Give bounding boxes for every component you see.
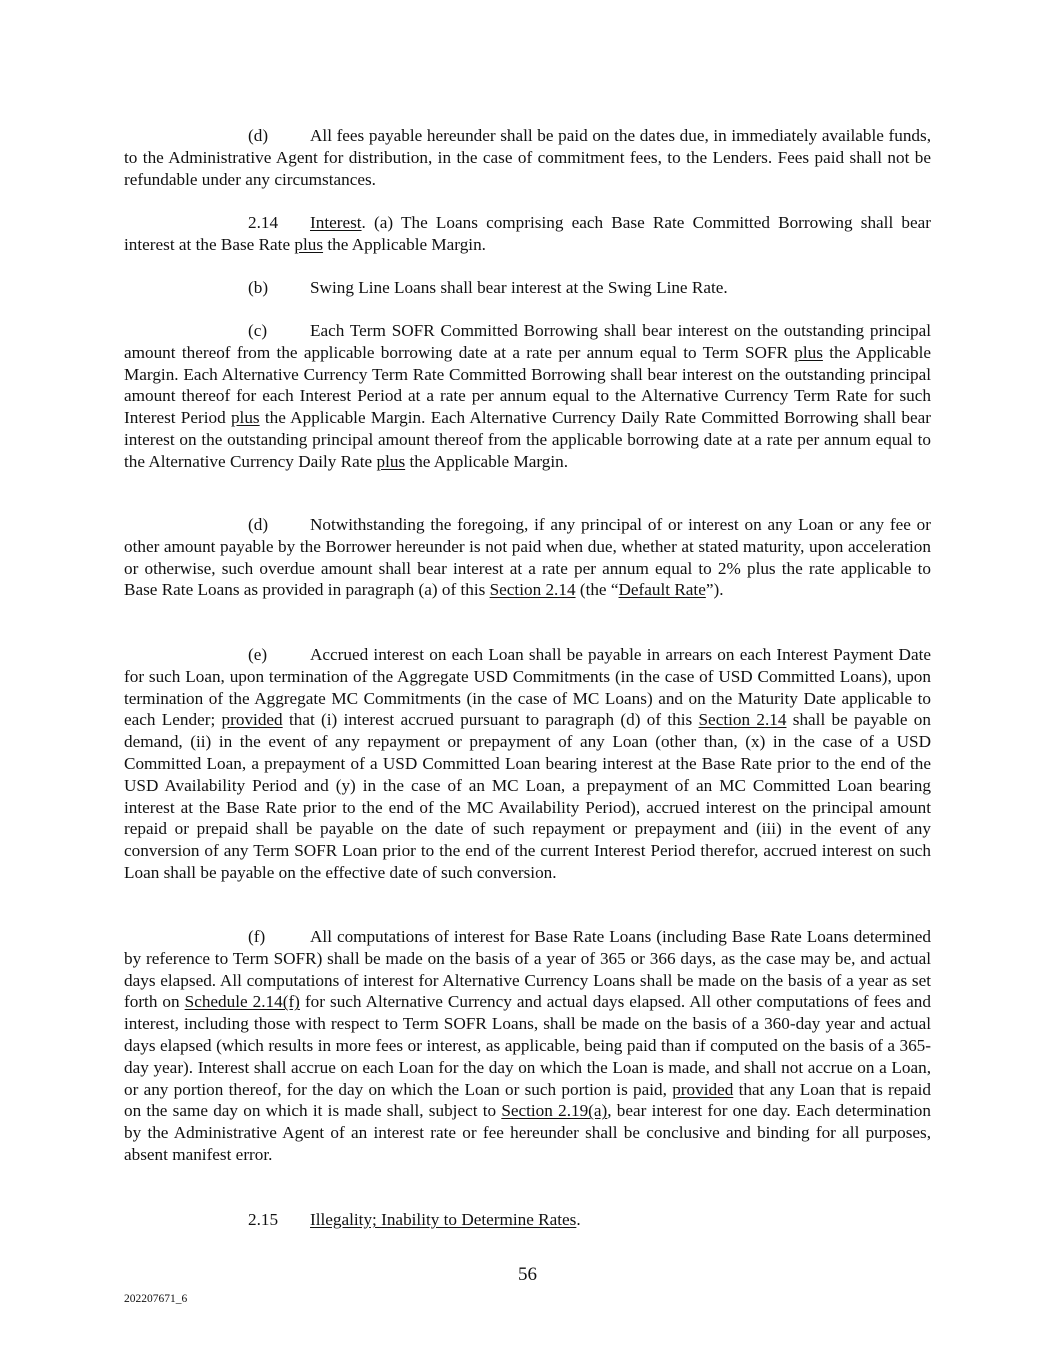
section-number: 2.14 bbox=[248, 213, 279, 232]
page-number: 56 bbox=[518, 1264, 537, 1285]
clause-text: the Applicable Margin. Each Alternative Currency Term Rate Committed Borrowing shall bear interest on the outstanding principal amount thereof for each Interest Period at a rate per annum equal to the Alternative Currency Term Rate for such Interest Period bbox=[124, 342, 931, 428]
paragraph-fees-d bbox=[124, 125, 931, 190]
clause-text: Notwithstanding the foregoing, if any principal of or interest on any Loan or any fee or other amount payable by the Borrower hereunder is not paid when due, whether at stated maturity, upon acceleration or otherwise, such overdue amount shall bear interest at a rate per annum equal to 2% plus the rate applicable to Base Rate Loans as provided in paragraph (a) of this bbox=[124, 515, 931, 600]
clause-text: the Applicable Margin. Each Alternative Currency Daily Rate Committed Borrowing shall bear interest on the outstanding principal amount thereof from the applicable borrowing date at a rate per annum equal to the Alternative Currency Daily Rate bbox=[124, 408, 932, 471]
clause-number: (f) bbox=[248, 927, 266, 946]
clause-text: Each Term SOFR Committed Borrowing shall bear interest on the outstanding principal amount thereof from the applicable borrowing date at a rate per annum equal to Term SOFR bbox=[124, 321, 931, 362]
paragraph-f bbox=[124, 926, 931, 1166]
schedule-reference: Schedule 2.14(f) bbox=[184, 992, 300, 1012]
clause-text: Swing Line Loans shall bear interest at the Swing Line Rate. bbox=[310, 278, 728, 297]
clause-text: , bear interest for one day. Each determination by the Administrative Agent of an interest rate or fee hereunder shall be conclusive and binding for all purposes, absent manifest error. bbox=[124, 1101, 931, 1164]
clause-text: (the “ bbox=[575, 580, 619, 600]
clause-text: the Applicable Margin. bbox=[323, 234, 486, 254]
paragraph-b bbox=[124, 277, 931, 299]
clause-text: All fees payable hereunder shall be paid on the dates due, in immediately available funds, to the Administrative Agent for distribution, in the case of commitment fees, to the Lenders. Fees paid shall not be refundable under any circumstances. bbox=[124, 126, 931, 189]
clause-text: All computations of interest for Base Rate Loans (including Base Rate Loans determined by reference to Term SOFR) shall be made on the basis of a year of 365 or 366 days, as the case may be, and actual days elapsed. All computations of interest for Alternative Currency Loans shall be made on the basis of a year as set forth on bbox=[124, 927, 931, 1012]
clause-text: that (i) interest accrued pursuant to paragraph (d) of this bbox=[282, 710, 699, 730]
clause-number: (c) bbox=[248, 321, 268, 340]
clause-text: that any Loan that is repaid on the same day on which it is made shall, subject to bbox=[124, 1079, 931, 1121]
clause-text: ”). bbox=[705, 580, 724, 600]
emphasis-plus: plus bbox=[294, 234, 324, 254]
paragraph-d-default-rate bbox=[124, 514, 931, 601]
emphasis-plus: plus bbox=[794, 342, 823, 362]
clause-text: shall be payable on demand, (ii) in the event of any repayment or prepayment of any Loan (other than, (x) in the case of a USD Committed Loan, a prepayment of a USD Committed Loan bearing interest at the Base Rate prior to the end of the USD Availability Period and (y) in the case of an MC Loan, a prepayment of an MC Committed Loan bearing interest at the Base Rate prior to the end of the MC Availability Period), accrued interest on the principal amount repaid or prepaid shall be payable on the date of such repayment or prepayment and (iii) in the event of any conversion of any Term SOFR Loan prior to the end of the current Interest Period therefor, accrued interest on such Loan shall be payable on the effective date of such conversion. bbox=[124, 710, 931, 882]
section-number: 2.15 bbox=[248, 1210, 279, 1229]
paragraph-e bbox=[124, 644, 931, 884]
clause-text: . (a) The Loans comprising each Base Rate Committed Borrowing shall bear interest at the Base Rate bbox=[124, 213, 931, 254]
clause-number: (e) bbox=[248, 645, 268, 664]
defined-term: Default Rate bbox=[618, 580, 706, 600]
section-2-14 bbox=[124, 212, 931, 256]
emphasis-plus: plus bbox=[376, 451, 406, 471]
document-id: 202207671_6 bbox=[124, 1293, 188, 1305]
section-heading: Interest bbox=[310, 213, 362, 232]
section-2-15 bbox=[124, 1209, 931, 1231]
clause-number: (d) bbox=[248, 515, 269, 534]
emphasis-plus: plus bbox=[230, 408, 260, 428]
paragraph-c bbox=[124, 320, 931, 473]
section-reference: Section 2.14 bbox=[698, 710, 787, 730]
clause-number: (d) bbox=[248, 126, 269, 145]
section-reference: Section 2.19(a) bbox=[501, 1101, 608, 1121]
section-heading: Illegality; Inability to Determine Rates bbox=[310, 1210, 577, 1229]
clause-text: . bbox=[576, 1210, 581, 1229]
clause-number: (b) bbox=[248, 278, 269, 297]
emphasis-provided: provided bbox=[221, 710, 283, 730]
emphasis-provided: provided bbox=[672, 1079, 734, 1099]
clause-text: Accrued interest on each Loan shall be payable in arrears on each Interest Payment Date for such Loan, upon termination of the Aggregate USD Commitments (in the case of USD Committed Loans), upon termination of the Aggregate MC Commitments (in the case of MC Loans) and on the Maturity Date applicable to each Lender; bbox=[124, 645, 931, 730]
section-reference: Section 2.14 bbox=[489, 580, 576, 600]
clause-text: for such Alternative Currency and actual days elapsed. All other computations of fees and interest, including those with respect to Term SOFR Loans, shall be made on the basis of a 360-day year and actual days elapsed (which results in more fees or interest, as applicable, being paid than if computed on the basis of a 365-day year). Interest shall accrue on each Loan for the day on which the Loan is made, and shall not accrue on a Loan, or any portion thereof, for the day on which the Loan or such portion is paid, bbox=[124, 992, 931, 1099]
clause-text: the Applicable Margin. bbox=[405, 451, 569, 471]
